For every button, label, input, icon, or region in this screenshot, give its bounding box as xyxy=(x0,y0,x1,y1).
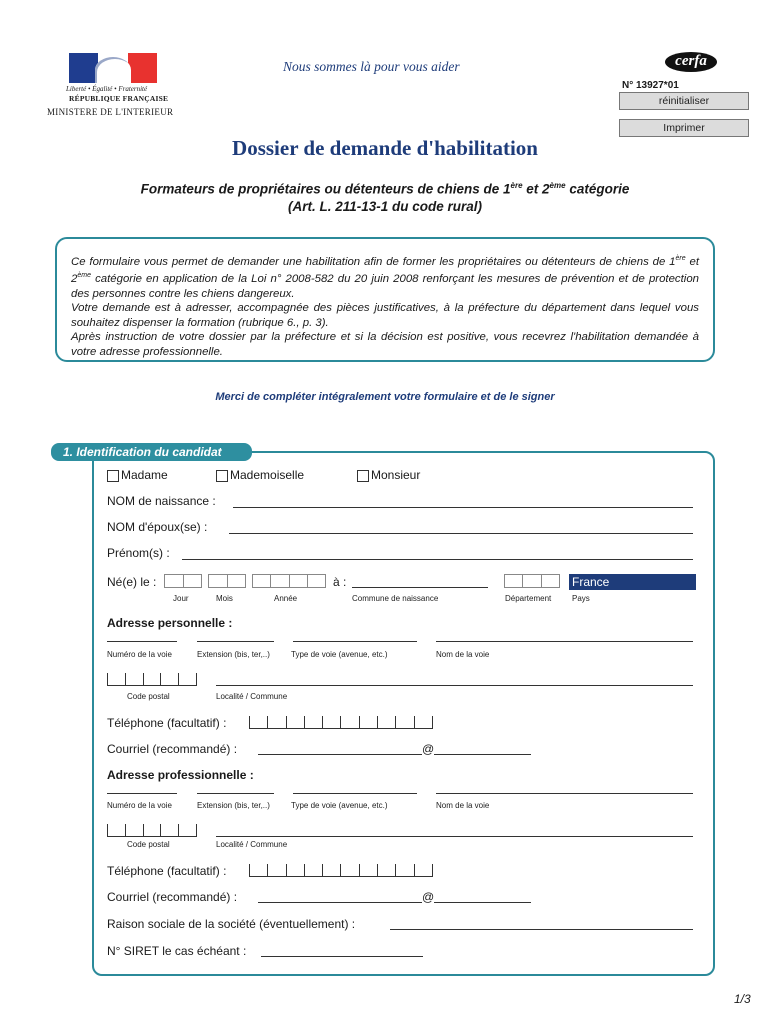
first-name-label: Prénom(s) : xyxy=(107,546,170,560)
pro-street-number-field[interactable] xyxy=(107,793,177,794)
pro-street-name-caption: Nom de la voie xyxy=(436,801,490,810)
birth-name-label: NOM de naissance : xyxy=(107,494,216,508)
intro-paragraph-3: Après instruction de votre dossier par la préfecture et si la décision est positive, vous recevrez l'habilitation demandée à votre adresse professionnelle. xyxy=(71,331,699,358)
pro-phone-field[interactable] xyxy=(249,864,433,877)
subtitle-line2: (Art. L. 211-13-1 du code rural) xyxy=(287,198,483,214)
subtitle-line1: Formateurs de propriétaires ou détenteurs de chiens de 1ère et 2ème catégorie xyxy=(140,181,630,197)
tagline: Nous sommes là pour vous aider xyxy=(283,59,460,74)
pro-email-user-field[interactable] xyxy=(258,902,422,903)
pro-locality-field[interactable] xyxy=(216,836,693,837)
birth-month-field[interactable] xyxy=(208,574,246,588)
personal-extension-field[interactable] xyxy=(197,641,274,642)
year-caption: Année xyxy=(274,594,298,603)
born-label: Né(e) le : xyxy=(107,575,157,589)
page-title: Dossier de demande d'habilitation xyxy=(232,136,538,160)
birth-year-field[interactable] xyxy=(252,574,326,588)
personal-locality-field[interactable] xyxy=(216,685,693,686)
postal-code-caption: Code postal xyxy=(127,692,170,701)
monsieur-label: Monsieur xyxy=(371,468,421,482)
department-caption: Département xyxy=(505,594,552,603)
personal-street-type-field[interactable] xyxy=(293,641,417,642)
extension-caption: Extension (bis, ter,..) xyxy=(197,650,270,659)
birth-day-field[interactable] xyxy=(164,574,202,588)
cerfa-logo: cerfa xyxy=(665,52,717,72)
print-button[interactable]: Imprimer xyxy=(619,119,749,137)
cerfa-number: N° 13927*01 xyxy=(622,80,679,91)
ministry-label: MINISTERE DE L'INTERIEUR xyxy=(47,107,174,117)
personal-phone-field[interactable] xyxy=(249,716,433,729)
pro-locality-caption: Localité / Commune xyxy=(216,840,288,849)
professional-address-title: Adresse professionnelle : xyxy=(107,768,254,782)
monsieur-checkbox[interactable] xyxy=(357,470,369,482)
pro-postal-code-caption: Code postal xyxy=(127,840,170,849)
street-type-caption: Type de voie (avenue, etc.) xyxy=(291,650,388,659)
street-name-caption: Nom de la voie xyxy=(436,650,490,659)
spouse-name-label: NOM d'époux(se) : xyxy=(107,520,208,534)
pro-street-type-field[interactable] xyxy=(293,793,417,794)
pro-postal-code-field[interactable] xyxy=(107,824,197,837)
birth-commune-field[interactable] xyxy=(352,587,488,588)
pro-phone-label: Téléphone (facultatif) : xyxy=(107,864,227,878)
intro-box xyxy=(55,237,715,362)
pro-at-sign: @ xyxy=(422,890,435,904)
section-title: 1. Identification du candidat xyxy=(51,443,252,461)
page-number: 1/3 xyxy=(734,992,751,1006)
pro-extension-caption: Extension (bis, ter,..) xyxy=(197,801,270,810)
at-label: à : xyxy=(333,575,347,589)
pro-street-type-caption: Type de voie (avenue, etc.) xyxy=(291,801,388,810)
personal-street-number-field[interactable] xyxy=(107,641,177,642)
spouse-name-field[interactable] xyxy=(229,533,693,534)
page-subtitle xyxy=(0,177,770,215)
first-name-field[interactable] xyxy=(182,559,693,560)
personal-postal-code-field[interactable] xyxy=(107,673,197,686)
republic-label: RÉPUBLIQUE FRANÇAISE xyxy=(69,94,169,103)
commune-caption: Commune de naissance xyxy=(352,594,439,603)
madame-label: Madame xyxy=(121,468,168,482)
republic-motto: Liberté • Égalité • Fraternité xyxy=(66,85,148,93)
madame-checkbox[interactable] xyxy=(107,470,119,482)
pro-email-domain-field[interactable] xyxy=(434,902,531,903)
siret-field[interactable] xyxy=(261,956,423,957)
mademoiselle-checkbox[interactable] xyxy=(216,470,228,482)
day-caption: Jour xyxy=(173,594,189,603)
reset-button[interactable]: réinitialiser xyxy=(619,92,749,110)
pro-extension-field[interactable] xyxy=(197,793,274,794)
personal-address-title: Adresse personnelle : xyxy=(107,616,233,630)
mademoiselle-label: Mademoiselle xyxy=(230,468,305,482)
personal-phone-label: Téléphone (facultatif) : xyxy=(107,716,227,730)
intro-paragraph-1: Ce formulaire vous permet de demander une habilitation afin de former les propriétaires ou détenteurs de chiens de 1ère et 2ème catégorie en application de la Loi n° 2008-582 du 20 juin 2008 renforçant les mesures de prévention et de protection des personnes contre les chiens dangereux. xyxy=(71,255,699,300)
personal-street-name-field[interactable] xyxy=(436,641,693,642)
company-name-label: Raison sociale de la société (éventuellement) : xyxy=(107,917,356,931)
pro-email-label: Courriel (recommandé) : xyxy=(107,890,238,904)
siret-label: N° SIRET le cas échéant : xyxy=(107,944,247,958)
personal-at-sign: @ xyxy=(422,742,435,756)
company-name-field[interactable] xyxy=(390,929,693,930)
pro-street-name-field[interactable] xyxy=(436,793,693,794)
intro-paragraph-2: Votre demande est à adresser, accompagnée des pièces justificatives, à la préfecture du département dans lequel vous souhaitez dispenser la formation (rubrique 6., p. 3). xyxy=(71,302,699,329)
birth-country-field[interactable]: France xyxy=(569,574,696,590)
birth-name-field[interactable] xyxy=(233,507,693,508)
birth-department-field[interactable] xyxy=(504,574,560,588)
personal-email-domain-field[interactable] xyxy=(434,754,531,755)
thanks-note: Merci de compléter intégralement votre formulaire et de le signer xyxy=(215,391,555,403)
personal-email-label: Courriel (recommandé) : xyxy=(107,742,238,756)
marianne-logo xyxy=(69,53,157,83)
street-number-caption: Numéro de la voie xyxy=(107,650,172,659)
pro-street-number-caption: Numéro de la voie xyxy=(107,801,172,810)
personal-email-user-field[interactable] xyxy=(258,754,422,755)
locality-caption: Localité / Commune xyxy=(216,692,288,701)
country-caption: Pays xyxy=(572,594,590,603)
month-caption: Mois xyxy=(216,594,233,603)
